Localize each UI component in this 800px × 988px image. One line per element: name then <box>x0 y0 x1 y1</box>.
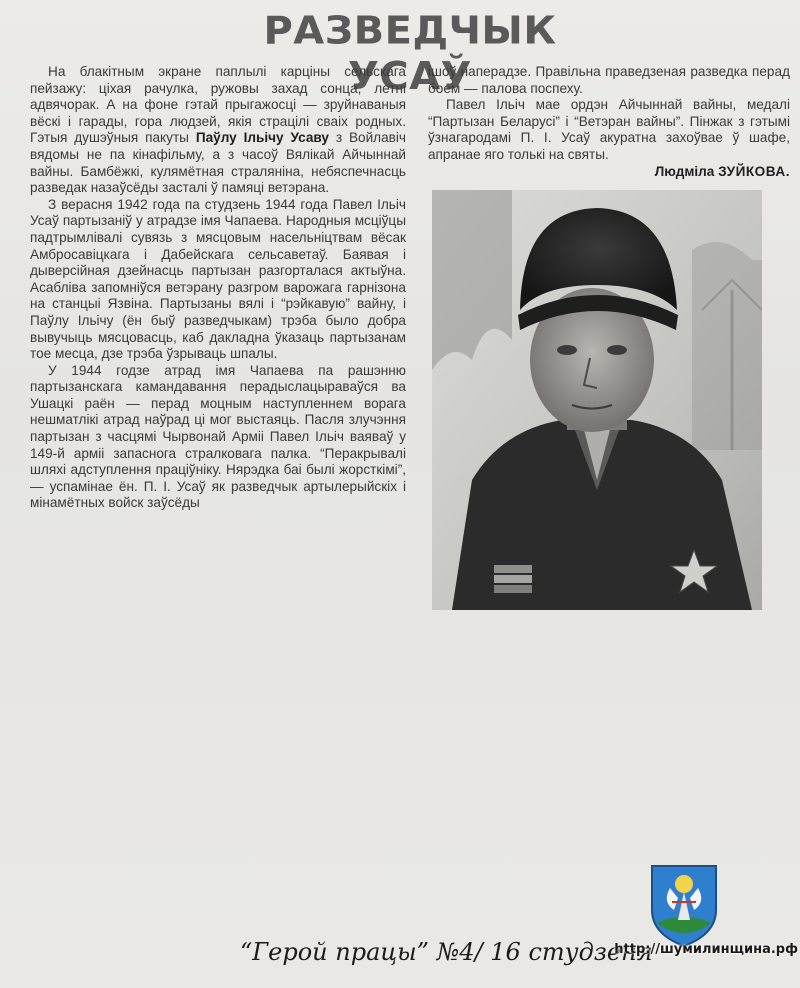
right-paragraph <box>428 97 790 163</box>
left-paragraph <box>30 363 406 512</box>
left-paragraph <box>30 64 406 197</box>
source-watermark: http://шумилинщина.рф <box>614 942 798 957</box>
paragraph-text: Павел Ільіч мае ордэн Айчыннай вайны, медалі “Партызан Беларусі” і “Ветэран вайны”. Пінжак з гэтымі ўзнагародамі П. І. Усаў акуратна захоўвае ў шафе, апранае яго толькі на святы. <box>428 97 790 162</box>
article-author <box>428 164 790 181</box>
shumilino-coat-of-arms-icon <box>648 862 720 948</box>
paragraph-text: ішоў наперадзе. Правільна праведзеная разведка перад боем — палова поспеху. <box>428 64 790 96</box>
hero-name: Паўлу Ільічу Усаву <box>195 130 329 146</box>
left-paragraph <box>30 197 406 363</box>
article-title: РАЗВЕДЧЫК УСАЎ <box>263 9 557 99</box>
author-surname: ЗУЙКОВА. <box>718 163 790 179</box>
paragraph-text: З верасня 1942 года па студзень 1944 года Павел Ільіч Усаў партызаніў у атрадзе імя Чапаева. Народныя мсціўцы падтрымлівалі сувязь з мясцовым насельніцтвам вёсак Амбросавіцкага і Дабейскага сельсаветаў. Баявая і дыверсійная дзейнасць партызан разгорталася актыўна. Асабліва запомніўся ветэрану разгром варожага гарнізона на станцыі Язвіна. Партызаны вялі і “рэйкавую” вайну, і Паўлу Ільічу (ён быў разведчыкам) трэба было добра вывучыць мясцовасць, каб дакладна ўказаць партызанам тое месца, дзе трэба ўзрываць шпалы. <box>30 196 406 362</box>
veteran-portrait-photo <box>432 190 762 610</box>
author-first-name: Людміла <box>654 163 715 179</box>
article-left-column <box>30 64 406 512</box>
right-paragraph <box>428 64 790 97</box>
paragraph-text: з Войлавіч вядомы не па кінафільму, а з часоў Вялікай Айчыннай вайны. Бамбёжкі, кулямётная стралянiна, небяспечнасць разведак назаўсёды засталі ў памяці ветэрана. <box>30 130 406 196</box>
publication-caption: “Герой працы” №4/ 16 студзеня <box>240 938 653 966</box>
paragraph-text: У 1944 годзе атрад імя Чапаева па рашэнню партызанскага камандавання перадыслацыраваўся ва Ушацкі раён — перад моцным наступленнем ворага нешматлікі атрад наўрад ці мог выстаяць. Пасля злучэння партызан з часцямі Чырвонай Арміі Павел Ільіч ваяваў у 149-й арміі запаснога стралковага палка. “Перакрывалі шляхі адступлення праціўніку. Нярэдка баі былі жорсткімі”, — успамінае ён. П. І. Усаў як разведчык артылерыйскіх і мінамётных войск заўсёды <box>30 362 406 511</box>
portrait-illustration <box>432 190 762 610</box>
paragraph-text: На блакітным экране паплылі карціны сельскага пейзажу: ціхая рачулка, ружовы захад сонца, летні адвячорак. А на фоне гэтай прыгажосці — зруйнаваныя вёскі і гарады, гора людзей, якія страцілі сваіх родных. Гэтыя душэўныя пакуты <box>30 64 406 146</box>
article-right-column <box>428 64 790 180</box>
